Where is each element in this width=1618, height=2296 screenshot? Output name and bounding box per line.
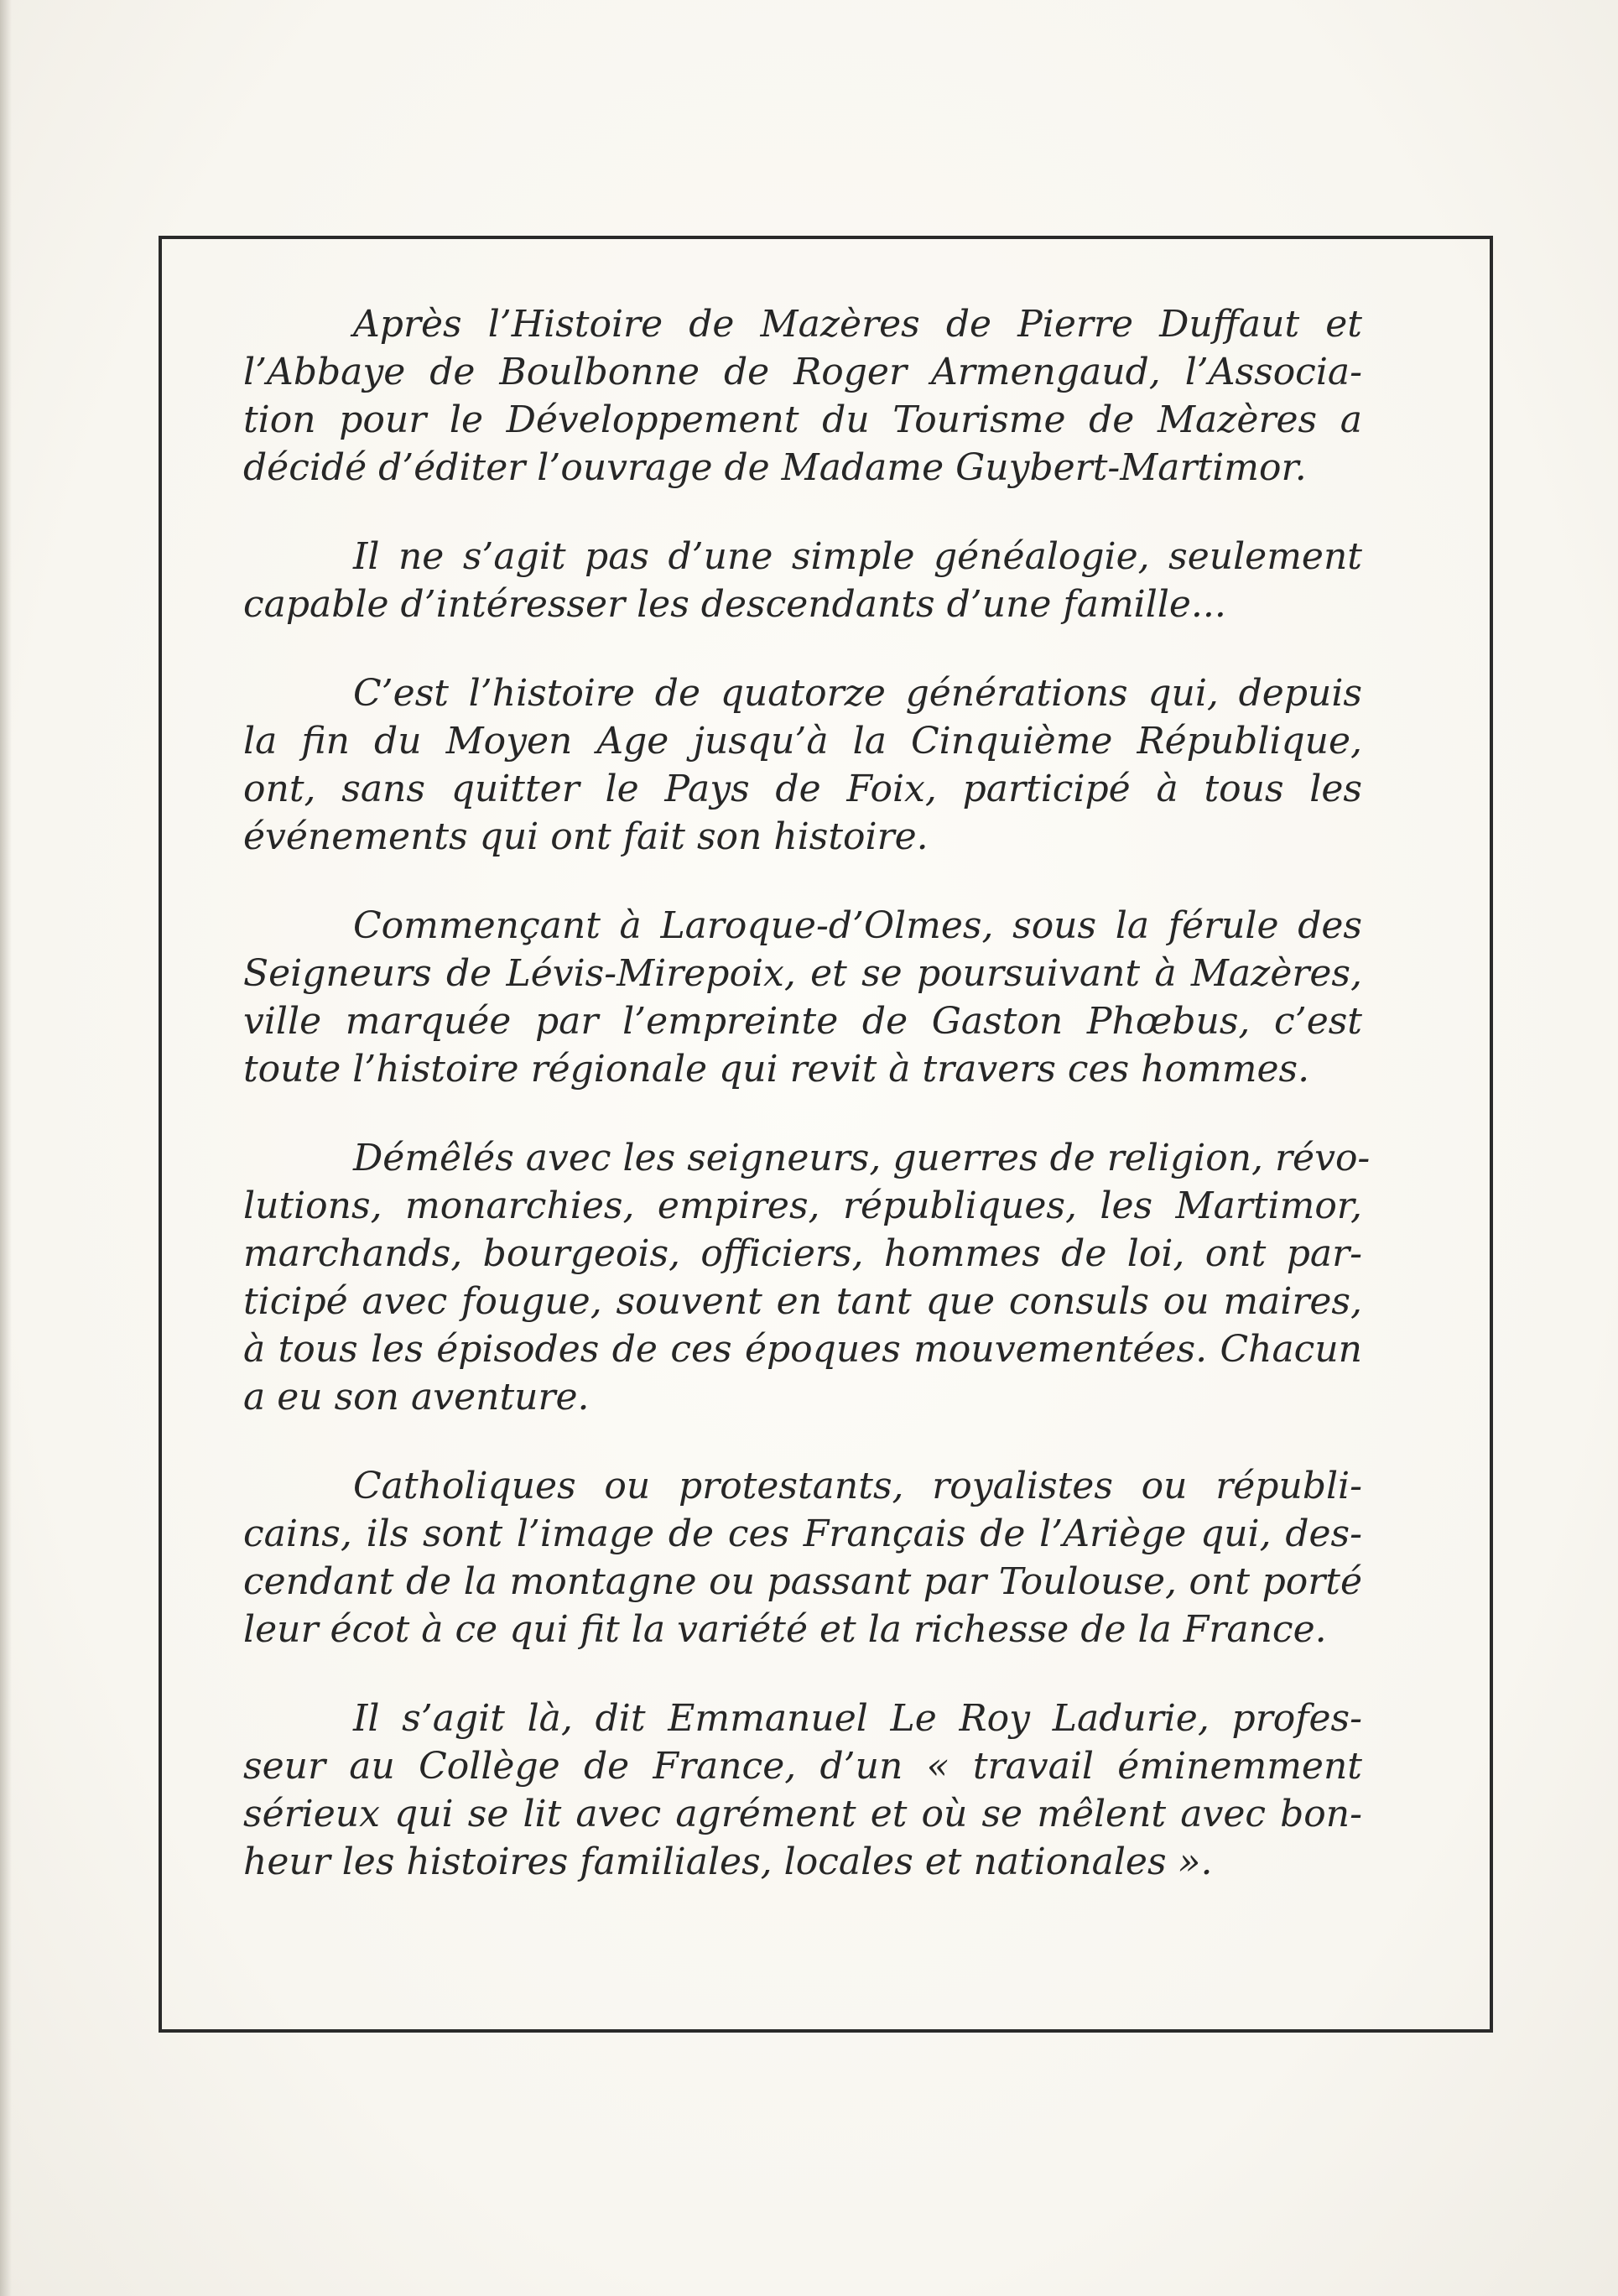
text-line: sérieux qui se lit avec agrément et où se mêlent avec bon- — [243, 1793, 1362, 1835]
paragraph-6 — [243, 1462, 1362, 1653]
paragraph-5 — [243, 1134, 1371, 1421]
text-line: ont, sans quitter le Pays de Foix, participé à tous les — [243, 768, 1362, 810]
text-line: tion pour le Développement du Tourisme de Mazères a — [243, 398, 1362, 441]
text-line: ville marquée par l’empreinte de Gaston Phœbus, c’est — [243, 1000, 1362, 1043]
text-line: a eu son aventure. — [243, 1376, 590, 1419]
text-line: Après l’Histoire de Mazères de Pierre Duffaut et — [353, 303, 1362, 346]
text-line: cains, ils sont l’image de ces Français de l’Ariège qui, des- — [243, 1512, 1362, 1555]
spine-shadow — [0, 0, 12, 2296]
text-line: Démêlés avec les seigneurs, guerres de religion, révo- — [353, 1137, 1371, 1179]
text-line: heur les histoires familiales, locales et nationales ». — [243, 1840, 1213, 1883]
text-line: la fin du Moyen Age jusqu’à la Cinquième République, — [243, 720, 1362, 763]
text-line: marchands, bourgeois, officiers, hommes de loi, ont par- — [243, 1232, 1362, 1275]
paragraph-1 — [243, 300, 1362, 492]
text-line: toute l’histoire régionale qui revit à travers ces hommes. — [243, 1048, 1310, 1091]
text-line: Seigneurs de Lévis-Mirepoix, et se poursuivant à Mazères, — [243, 952, 1362, 995]
paragraph-2 — [243, 533, 1362, 628]
text-line: lutions, monarchies, empires, républiques, les Martimor, — [243, 1184, 1362, 1227]
text-line: C’est l’histoire de quatorze générations qui, depuis — [353, 672, 1362, 715]
paragraph-4 — [243, 902, 1362, 1093]
text-line: seur au Collège de France, d’un « travail éminemment — [243, 1745, 1362, 1788]
text-line: leur écot à ce qui fit la variété et la richesse de la France. — [243, 1608, 1327, 1651]
text-line: capable d’intéresser les descendants d’une famille... — [243, 583, 1226, 626]
text-line: événements qui ont fait son histoire. — [243, 815, 929, 858]
text-line: cendant de la montagne ou passant par Toulouse, ont porté — [243, 1560, 1362, 1603]
paragraph-7 — [243, 1695, 1362, 1886]
text-line: l’Abbaye de Boulbonne de Roger Armengaud, l’Associa- — [243, 351, 1362, 393]
paragraph-3 — [243, 669, 1362, 861]
text-line: à tous les épisodes de ces époques mouvementées. Chacun — [243, 1328, 1362, 1371]
text-line: Catholiques ou protestants, royalistes ou républi- — [353, 1465, 1362, 1507]
text-line: décidé d’éditer l’ouvrage de Madame Guybert-Martimor. — [243, 446, 1307, 489]
text-line: ticipé avec fougue, souvent en tant que consuls ou maires, — [243, 1280, 1362, 1323]
blurb-text — [243, 300, 1371, 1927]
text-line: Il ne s’agit pas d’une simple généalogie, seulement — [353, 535, 1362, 578]
text-line: Il s’agit là, dit Emmanuel Le Roy Ladurie, profes- — [353, 1697, 1362, 1740]
text-line: Commençant à Laroque-d’Olmes, sous la férule des — [353, 904, 1362, 947]
